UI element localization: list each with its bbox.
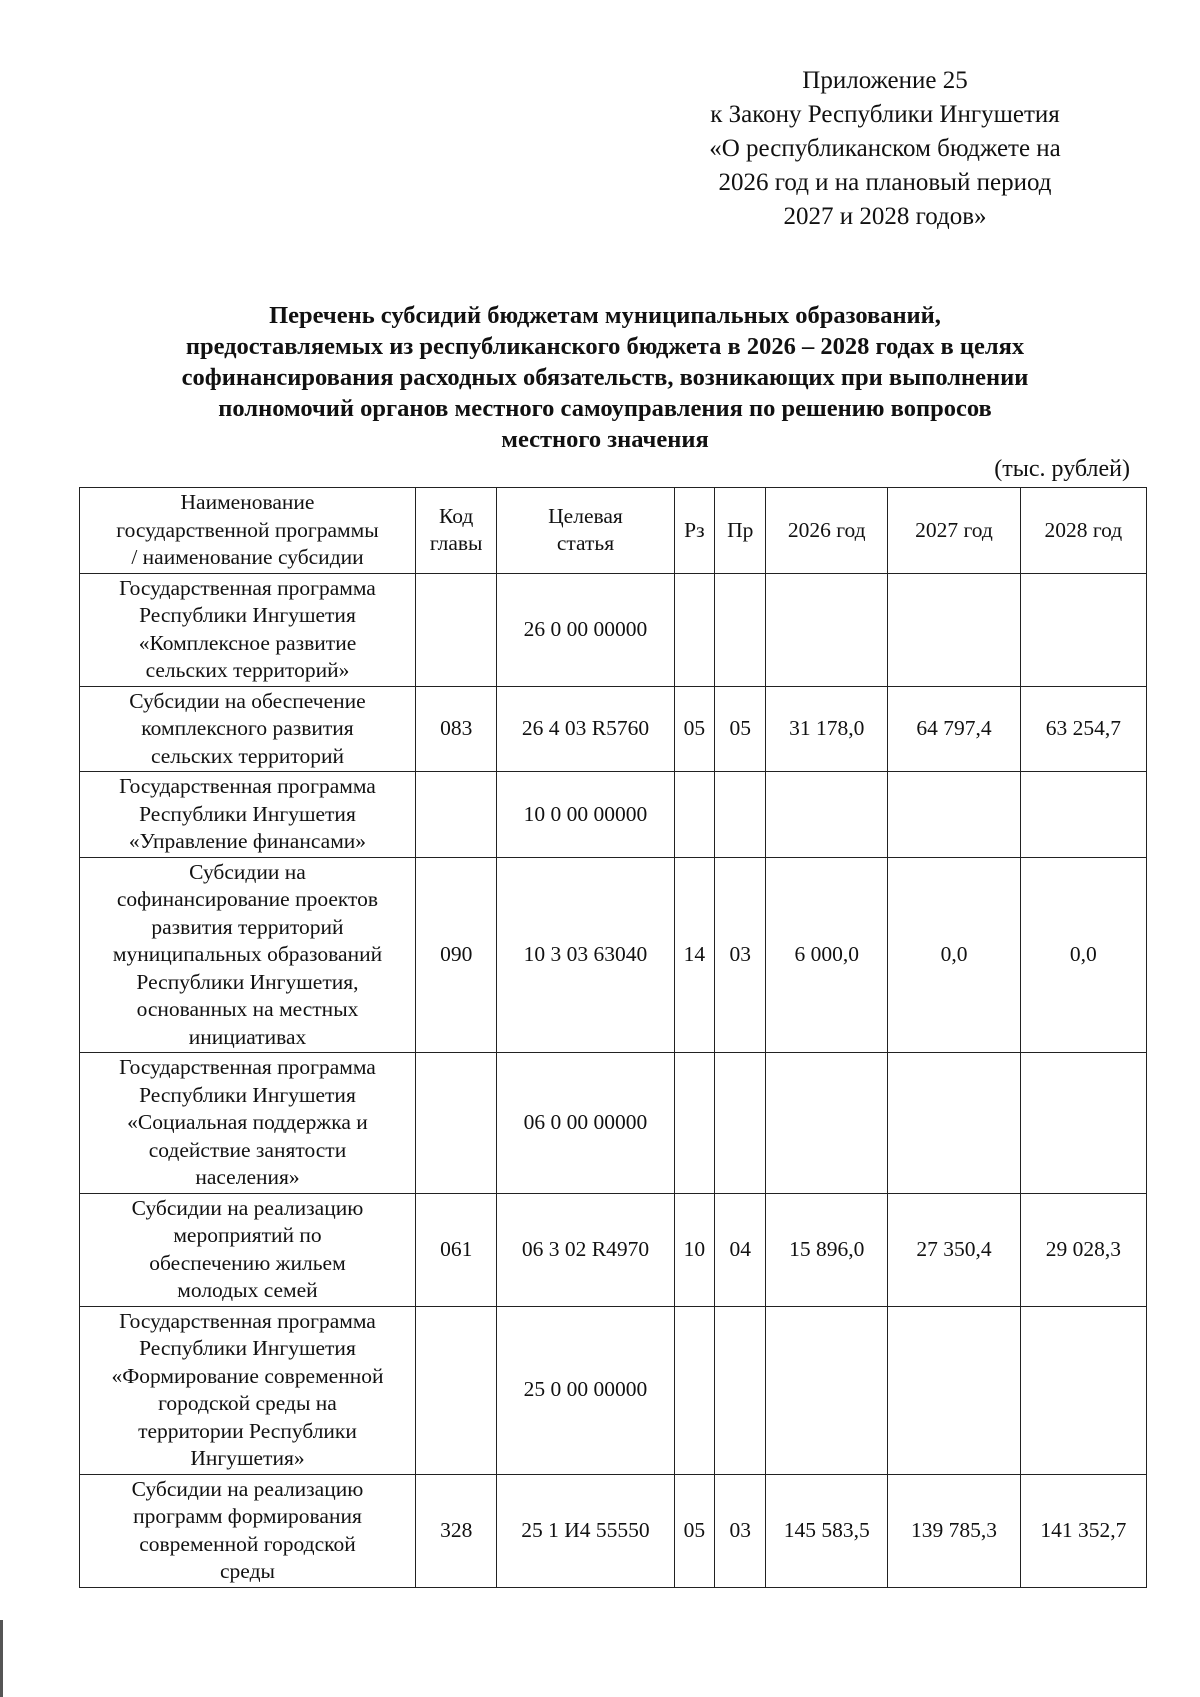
subsidy-row — [80, 857, 1147, 1053]
header-article-line: статья — [556, 531, 615, 556]
pr-cell — [715, 772, 766, 858]
name-line: сельских территорий» — [145, 658, 350, 682]
title-line: предоставляемых из республиканского бюджета в 2026 – 2028 годах в целях — [185, 333, 1025, 360]
annex-line: 2026 год и на плановый период — [718, 169, 1052, 196]
y2026-cell — [766, 1306, 888, 1474]
y2028-cell: 0,0 — [1020, 857, 1146, 1053]
y2028-cell: 141 352,7 — [1020, 1474, 1146, 1587]
header-rz-cell: Рз — [674, 488, 715, 574]
y2027-cell — [888, 573, 1020, 686]
name-line: Республики Ингушетия — [139, 1336, 356, 1360]
rz-cell: 14 — [674, 857, 715, 1053]
header-name-cell — [80, 488, 416, 574]
program-row — [80, 772, 1147, 858]
name-line: Республики Ингушетия — [139, 1082, 356, 1107]
subsidy-row — [80, 686, 1147, 772]
name-line: Субсидии на — [189, 859, 306, 884]
name-line: Государственная программа — [119, 774, 376, 798]
header-2027-cell: 2027 год — [888, 488, 1020, 574]
name-line: содействие занятости — [148, 1137, 347, 1162]
header-pr-cell: Пр — [715, 488, 766, 574]
name-line: современной городской — [139, 1531, 356, 1556]
rz-cell — [674, 1306, 715, 1474]
name-line: сельских территорий — [150, 743, 345, 768]
header-name-line: / наименование субсидии — [131, 545, 364, 569]
name-cell — [80, 857, 416, 1053]
name-line: Государственная программа — [119, 575, 376, 600]
y2028-cell — [1020, 1053, 1146, 1194]
name-line: Государственная программа — [119, 1308, 376, 1333]
y2028-cell: 63 254,7 — [1020, 686, 1146, 772]
header-code-line: Код — [439, 503, 474, 528]
header-2028-cell: 2028 год — [1020, 488, 1146, 574]
name-line: софинансирование проектов — [116, 887, 379, 911]
rz-cell — [674, 573, 715, 686]
name-line: муниципальных образований — [112, 942, 383, 966]
title-line: полномочий органов местного самоуправления по решению вопросов — [218, 395, 992, 422]
name-cell — [80, 1193, 416, 1306]
name-line: инициативах — [188, 1024, 307, 1049]
code-cell: 061 — [415, 1193, 496, 1306]
name-line: комплексного развития — [141, 716, 354, 740]
name-line: «Комплексное развитие — [138, 630, 357, 655]
pr-cell: 03 — [715, 857, 766, 1053]
name-cell — [80, 1474, 416, 1587]
name-line: «Социальная поддержка и — [127, 1110, 368, 1134]
subsidy-row — [80, 1474, 1147, 1587]
code-cell: 090 — [415, 857, 496, 1053]
pr-cell: 03 — [715, 1474, 766, 1587]
subsidy-row — [80, 1193, 1147, 1306]
annex-line: Приложение 25 — [802, 67, 968, 94]
y2026-cell — [766, 1053, 888, 1194]
article-cell: 10 0 00 00000 — [497, 772, 674, 858]
name-line: «Формирование современной — [111, 1363, 384, 1388]
name-line: городской среды на — [158, 1391, 337, 1415]
name-line: «Управление финансами» — [128, 829, 367, 853]
name-cell — [80, 1053, 416, 1194]
annex-line: «О республиканском бюджете на — [709, 135, 1061, 162]
name-cell — [80, 772, 416, 858]
code-cell: 328 — [415, 1474, 496, 1587]
pr-cell — [715, 1053, 766, 1194]
name-cell — [80, 573, 416, 686]
header-name-line: государственной программы — [116, 517, 379, 542]
y2028-cell: 29 028,3 — [1020, 1193, 1146, 1306]
article-cell: 26 4 03 R5760 — [497, 686, 674, 772]
y2027-cell — [888, 1306, 1020, 1474]
name-line: основанных на местных — [136, 997, 359, 1021]
name-line: среды — [220, 1559, 275, 1583]
program-row — [80, 1053, 1147, 1194]
header-name-line: Наименование — [180, 490, 315, 514]
y2027-cell: 27 350,4 — [888, 1193, 1020, 1306]
y2027-cell: 64 797,4 — [888, 686, 1020, 772]
code-cell — [415, 573, 496, 686]
header-code-line: главы — [429, 531, 483, 556]
header-article-line: Целевая — [548, 503, 623, 528]
y2027-cell — [888, 1053, 1020, 1194]
pr-cell — [715, 1306, 766, 1474]
pr-cell — [715, 573, 766, 686]
name-line: Субсидии на обеспечение — [129, 688, 366, 713]
title-line: местного значения — [501, 426, 709, 453]
name-line: Республики Ингушетия — [139, 603, 356, 627]
scan-edge-line — [0, 1620, 3, 1697]
code-cell — [415, 772, 496, 858]
table-header-row — [80, 488, 1147, 574]
header-article-cell — [497, 488, 674, 574]
name-line: мероприятий по — [173, 1223, 322, 1247]
code-cell — [415, 1053, 496, 1194]
rz-cell — [674, 1053, 715, 1194]
rz-cell: 10 — [674, 1193, 715, 1306]
article-cell: 26 0 00 00000 — [497, 573, 674, 686]
y2027-cell — [888, 772, 1020, 858]
name-line: населения» — [195, 1165, 300, 1189]
unit-label: (тыс. рублей) — [994, 456, 1130, 482]
y2026-cell: 31 178,0 — [766, 686, 888, 772]
program-row — [80, 1306, 1147, 1474]
code-cell: 083 — [415, 686, 496, 772]
header-2026-cell: 2026 год — [766, 488, 888, 574]
subsidy-table — [79, 487, 1147, 1588]
pr-cell: 04 — [715, 1193, 766, 1306]
article-cell: 10 3 03 63040 — [497, 857, 674, 1053]
title-line: софинансирования расходных обязательств, возникающих при выполнении — [181, 364, 1029, 391]
table-body — [80, 488, 1147, 1588]
name-line: Ингушетия» — [190, 1446, 305, 1470]
y2026-cell: 6 000,0 — [766, 857, 888, 1053]
header-code-cell — [415, 488, 496, 574]
name-line: Субсидии на реализацию — [131, 1476, 364, 1501]
y2026-cell — [766, 573, 888, 686]
rz-cell: 05 — [674, 686, 715, 772]
article-cell: 06 0 00 00000 — [497, 1053, 674, 1194]
code-cell — [415, 1306, 496, 1474]
article-cell: 25 0 00 00000 — [497, 1306, 674, 1474]
y2028-cell — [1020, 1306, 1146, 1474]
name-line: территории Республики — [138, 1418, 357, 1443]
name-line: обеспечению жильем — [149, 1250, 346, 1275]
annex-header — [655, 64, 1115, 234]
name-cell — [80, 1306, 416, 1474]
rz-cell: 05 — [674, 1474, 715, 1587]
document-title — [60, 300, 1150, 455]
article-cell: 25 1 И4 55550 — [497, 1474, 674, 1587]
program-row — [80, 573, 1147, 686]
y2026-cell — [766, 772, 888, 858]
y2026-cell: 145 583,5 — [766, 1474, 888, 1587]
name-cell — [80, 686, 416, 772]
name-line: программ формирования — [133, 1504, 362, 1528]
name-line: развития территорий — [151, 914, 344, 939]
name-line: Республики Ингушетия — [139, 801, 356, 826]
title-line: Перечень субсидий бюджетам муниципальных образований, — [269, 302, 941, 329]
y2026-cell: 15 896,0 — [766, 1193, 888, 1306]
article-cell: 06 3 02 R4970 — [497, 1193, 674, 1306]
y2028-cell — [1020, 573, 1146, 686]
y2028-cell — [1020, 772, 1146, 858]
name-line: Субсидии на реализацию — [131, 1195, 364, 1220]
name-line: молодых семей — [177, 1278, 318, 1302]
y2027-cell: 0,0 — [888, 857, 1020, 1053]
name-line: Государственная программа — [119, 1055, 376, 1079]
pr-cell: 05 — [715, 686, 766, 772]
name-line: Республики Ингушетия, — [136, 969, 359, 994]
rz-cell — [674, 772, 715, 858]
y2027-cell: 139 785,3 — [888, 1474, 1020, 1587]
annex-line: к Закону Республики Ингушетия — [710, 101, 1060, 128]
annex-line: 2027 и 2028 годов» — [783, 203, 987, 230]
